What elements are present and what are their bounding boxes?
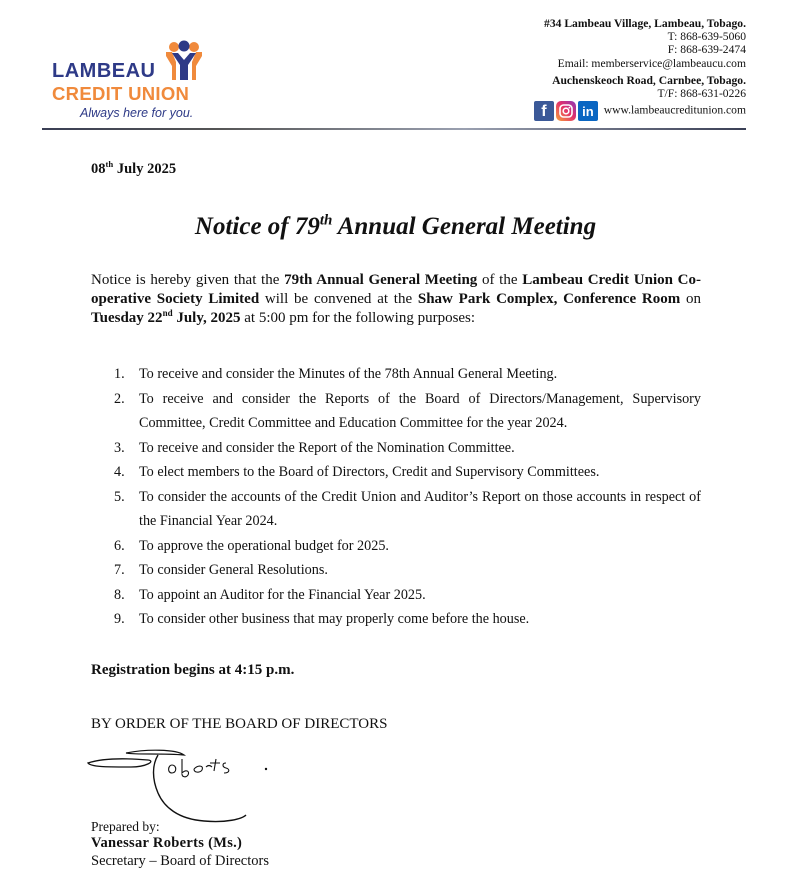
list-text: To receive and consider the Report of the Nomination Committee. xyxy=(139,439,515,456)
title-pre: Notice of 79 xyxy=(194,213,320,240)
signature xyxy=(86,745,286,830)
logo-name-line1: LAMBEAU xyxy=(52,60,156,82)
list-text: To consider General Resolutions. xyxy=(139,562,328,578)
list-text: To elect members to the Board of Directors, Credit and Supervisory Committees. xyxy=(139,464,600,480)
list-number: 1. xyxy=(114,366,125,382)
date-suffix: th xyxy=(105,159,114,170)
meeting-day: Tuesday 22 xyxy=(91,310,163,326)
meeting-day-suffix: nd xyxy=(162,308,173,318)
list-text: To receive and consider the Minutes of the 78th Annual General Meeting. xyxy=(139,366,558,382)
people-logo-icon xyxy=(164,40,204,80)
intro-paragraph xyxy=(91,271,701,328)
signatory-name: Vanessar Roberts (Ms.) xyxy=(91,835,243,851)
venue: Shaw Park Complex, Conference Room xyxy=(417,291,681,307)
list-item xyxy=(91,362,701,387)
list-item xyxy=(91,387,701,436)
signatory-role: Secretary – Board of Directors xyxy=(91,853,269,869)
intro-text: on xyxy=(680,291,701,307)
letter-date xyxy=(91,161,176,178)
credit-union-logo xyxy=(48,40,208,122)
fax-number: F: 868-639-2474 xyxy=(667,43,746,57)
title-post: Annual General Meeting xyxy=(332,213,597,240)
list-text: To consider the accounts of the Credit Union and Auditor’s Report on those accounts in respect of the Financial Year 2024. xyxy=(139,488,701,529)
intro-text: Notice is hereby given that the xyxy=(91,272,285,288)
list-number: 7. xyxy=(114,562,125,578)
list-item xyxy=(91,534,701,559)
list-text: To receive and consider the Reports of the Board of Directors/Management, Supervisory Committee, Credit Committee and Education Committee for the year 2024. xyxy=(139,390,701,431)
logo-name-line2: CREDIT UNION xyxy=(52,83,190,104)
linkedin-icon[interactable]: in xyxy=(578,101,598,121)
address-carnbee: Auchenskeoch Road, Carnbee, Tobago. xyxy=(552,73,746,87)
list-number: 4. xyxy=(114,464,125,480)
logo-tagline: Always here for you. xyxy=(80,106,194,120)
intro-text: will be convened at the xyxy=(259,291,418,307)
email-address[interactable]: Email: memberservice@lambeaucu.com xyxy=(557,56,746,70)
list-number: 6. xyxy=(114,537,125,554)
list-number: 9. xyxy=(114,611,125,627)
address-lambeau: #34 Lambeau Village, Lambeau, Tobago. xyxy=(544,17,746,30)
intro-text: of the xyxy=(477,272,523,288)
list-item xyxy=(91,607,701,632)
meeting-date xyxy=(91,310,241,326)
list-item xyxy=(91,436,701,461)
by-order-line: BY ORDER OF THE BOARD OF DIRECTORS xyxy=(91,716,388,732)
meeting-name: 79th Annual General Meeting xyxy=(284,272,478,288)
list-item xyxy=(91,460,701,485)
meeting-month-year: July, 2025 xyxy=(172,310,241,326)
prepared-by-label: Prepared by: xyxy=(91,819,160,834)
tel-fax-number: T/F: 868-631-0226 xyxy=(657,87,746,101)
purposes-list xyxy=(91,362,701,632)
intro-text: at 5:00 pm for the following purposes: xyxy=(240,310,476,326)
website-link[interactable]: www.lambeaucreditunion.com xyxy=(603,103,746,117)
date-month-year: July 2025 xyxy=(113,161,177,177)
title-sup: th xyxy=(319,212,333,229)
list-number: 3. xyxy=(114,439,125,456)
list-text: To approve the operational budget for 2025. xyxy=(139,537,389,554)
date-day: 08 xyxy=(91,161,106,177)
social-icons xyxy=(534,101,598,121)
facebook-icon[interactable]: f xyxy=(534,101,554,121)
list-item xyxy=(91,558,701,583)
list-number: 5. xyxy=(114,488,125,505)
list-text: To appoint an Auditor for the Financial Year 2025. xyxy=(139,586,426,603)
page-title xyxy=(0,213,787,241)
phone-number: T: 868-639-5060 xyxy=(667,30,746,44)
society-name: Lambeau Credit Union Co-operative Society Limited xyxy=(91,272,701,307)
contact-block xyxy=(534,17,746,121)
list-item xyxy=(91,583,701,608)
list-item xyxy=(91,485,701,534)
instagram-icon[interactable] xyxy=(556,101,576,121)
header-divider xyxy=(42,128,746,130)
registration-note: Registration begins at 4:15 p.m. xyxy=(91,662,295,678)
list-number: 8. xyxy=(114,586,125,603)
list-text: To consider other business that may properly come before the house. xyxy=(139,611,530,627)
web-row xyxy=(534,101,746,121)
list-number: 2. xyxy=(114,390,125,407)
